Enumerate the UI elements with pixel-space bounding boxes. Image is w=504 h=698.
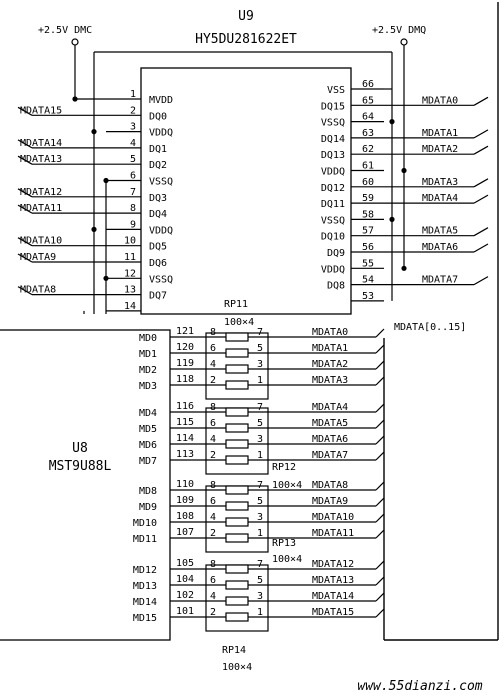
rp-pin-number: 8	[210, 327, 217, 338]
net-label: MDATA14	[20, 137, 63, 149]
u8-signal-label: MD11	[132, 534, 157, 545]
u9-pin-name: DQ11	[320, 199, 345, 211]
junction-dot	[91, 227, 96, 232]
u8-pin-number: 119	[176, 358, 195, 369]
bus-entry	[376, 361, 384, 369]
u8-signal-label: MD1	[138, 349, 157, 360]
rp-pin-number: 7	[257, 559, 264, 570]
u9-pin-name: DQ14	[320, 133, 345, 145]
watermark: www.55dianzi.com	[357, 679, 483, 694]
u8-body	[0, 330, 170, 640]
net-label: MDATA5	[422, 225, 459, 237]
u9-pin-number: 13	[123, 284, 136, 296]
junction-dot	[103, 276, 108, 281]
resistor-pack-value: 100×4	[272, 554, 303, 565]
net-slant	[474, 130, 488, 138]
u8-signal-label: MD12	[132, 565, 157, 576]
u9-pin-name: VDDQ	[320, 166, 345, 178]
u8-pin-number: 105	[176, 558, 195, 569]
rp-pin-number: 5	[257, 575, 264, 586]
bus-entry	[376, 530, 384, 538]
resistor	[226, 518, 248, 526]
net-slant	[474, 228, 488, 236]
bus-entry	[376, 452, 384, 460]
u9-pin-name: VDDQ	[149, 127, 174, 139]
u9-pin-number: 54	[362, 274, 375, 286]
u8-signal-label: MD0	[138, 333, 157, 344]
rp-pin-number: 4	[210, 434, 217, 445]
mdata-net-label: MDATA3	[312, 375, 349, 386]
u9-pin-number: 4	[129, 137, 136, 149]
rp-pin-number: 8	[210, 402, 217, 413]
u8-pin-number: 118	[176, 374, 195, 385]
u8-pin-number: 102	[176, 590, 195, 601]
bus-entry	[376, 577, 384, 585]
u8-part: MST9U88L	[48, 459, 112, 474]
u9-pin-name: DQ3	[149, 192, 168, 204]
rp-pin-number: 7	[257, 480, 264, 491]
junction-dot	[389, 119, 394, 124]
rp-pin-number: 6	[210, 343, 217, 354]
u9-pin-number: 55	[362, 258, 375, 270]
u9-pin-number: 53	[362, 290, 375, 302]
net-label: MDATA0	[422, 95, 459, 107]
mdata-net-label: MDATA9	[312, 496, 349, 507]
resistor	[226, 597, 248, 605]
supply-terminal	[72, 39, 78, 45]
bus-entry	[376, 345, 384, 353]
u9-pin-number: 56	[362, 242, 375, 253]
u8-signal-label: MD7	[138, 456, 157, 467]
u9-pin-number: 1	[129, 89, 136, 100]
u9-pin-number: 2	[129, 105, 136, 117]
bus-entry	[376, 609, 384, 617]
supply-right-label: +2.5V DMQ	[372, 25, 427, 36]
resistor	[226, 365, 248, 373]
mdata-net-label: MDATA15	[312, 607, 355, 618]
u8-pin-number: 107	[176, 527, 195, 538]
mdata-net-label: MDATA7	[312, 450, 349, 461]
u8-signal-label: MD6	[138, 440, 157, 451]
rp-pin-number: 3	[257, 512, 264, 523]
rp-pin-number: 5	[257, 496, 264, 507]
resistor-pack-value: 100×4	[224, 317, 255, 328]
u9-part: HY5DU281622ET	[195, 32, 297, 47]
u8-pin-number: 116	[176, 401, 195, 412]
mdata-net-label: MDATA14	[312, 591, 355, 602]
u8-pin-number: 121	[176, 326, 195, 337]
rp-pin-number: 3	[257, 591, 264, 602]
u8-signal-label: MD10	[132, 518, 157, 529]
u9-pin-name: DQ13	[320, 150, 345, 162]
resistor	[226, 408, 248, 416]
junction-dot	[103, 178, 108, 183]
resistor-pack-ref: RP12	[272, 462, 297, 473]
u8-signal-label: MD2	[138, 365, 157, 376]
junction-dot	[389, 217, 394, 222]
rp-pin-number: 2	[210, 528, 217, 539]
u9-pin-name: DQ12	[320, 182, 345, 194]
net-label: MDATA7	[422, 274, 459, 286]
resistor-pack-value: 100×4	[222, 662, 253, 673]
u8-pin-number: 114	[176, 433, 195, 444]
mdata-net-label: MDATA4	[312, 402, 349, 413]
u8-signal-label: MD13	[132, 581, 157, 592]
net-label: MDATA8	[20, 284, 57, 296]
rp-pin-number: 6	[210, 496, 217, 507]
u9-pin-name: VSSQ	[320, 117, 345, 129]
rp-pin-number: 7	[257, 402, 264, 413]
mdata-net-label: MDATA11	[312, 528, 355, 539]
u9-pin-number: 6	[129, 170, 136, 182]
u9-pin-name: DQ4	[149, 209, 168, 221]
u8-pin-number: 104	[176, 574, 195, 585]
rp-pin-number: 2	[210, 607, 217, 618]
u9-pin-number: 60	[362, 176, 375, 188]
resistor	[226, 456, 248, 464]
u8-signal-label: MD4	[138, 408, 157, 419]
bus-entry	[376, 561, 384, 569]
junction-dot	[401, 168, 406, 173]
u9-pin-number: 64	[362, 111, 375, 123]
u8-signal-label: MD15	[132, 613, 157, 624]
junction-dot	[72, 96, 77, 101]
u9-pin-name: MVDD	[149, 95, 174, 106]
net-label: MDATA10	[20, 235, 63, 247]
rp-pin-number: 4	[210, 359, 217, 370]
u9-pin-name: VSS	[326, 85, 345, 96]
rp-pin-number: 8	[210, 480, 217, 491]
u9-pin-name: VSSQ	[320, 215, 345, 227]
u8-signal-label: MD5	[138, 424, 157, 435]
u9-pin-number: 14	[123, 300, 136, 312]
rp-pin-number: 3	[257, 434, 264, 445]
net-slant	[474, 244, 488, 252]
u8-signal-label: MD9	[138, 502, 157, 513]
u9-pin-number: 8	[129, 203, 136, 215]
rp-pin-number: 6	[210, 575, 217, 586]
u9-pin-number: 57	[362, 225, 375, 237]
net-label: MDATA15	[20, 105, 63, 117]
mdata-net-label: MDATA8	[312, 480, 349, 491]
resistor	[226, 424, 248, 432]
mdata-net-label: MDATA12	[312, 559, 355, 570]
u9-pin-name: VDDQ	[320, 264, 345, 276]
u9-ref: U9	[238, 9, 254, 24]
resistor	[226, 381, 248, 389]
net-label: MDATA13	[20, 154, 63, 166]
net-slant	[474, 179, 488, 187]
resistor-pack-ref: RP14	[222, 645, 247, 656]
net-label: MDATA9	[20, 252, 57, 263]
resistor	[226, 613, 248, 621]
u8-pin-number: 108	[176, 511, 195, 522]
u9-pin-number: 7	[129, 186, 136, 198]
supply-terminal	[401, 39, 407, 45]
u9-pin-number: 9	[129, 219, 136, 231]
rp-pin-number: 2	[210, 450, 217, 461]
rp-pin-number: 6	[210, 418, 217, 429]
net-slant	[474, 146, 488, 154]
mdata-net-label: MDATA13	[312, 575, 355, 586]
net-label: MDATA12	[20, 186, 63, 198]
resistor-pack-value: 100×4	[272, 480, 303, 491]
u8-ref: U8	[72, 441, 88, 456]
resistor	[226, 534, 248, 542]
mdata-net-label: MDATA6	[312, 434, 349, 445]
u9-pin-number: 12	[123, 268, 136, 280]
bus-entry	[376, 420, 384, 428]
bus-entry	[376, 593, 384, 601]
mdata-net-label: MDATA1	[312, 343, 349, 354]
u9-pin-name: DQ10	[320, 231, 345, 243]
bus-entry	[376, 377, 384, 385]
bus-entry	[376, 436, 384, 444]
supply-left-label: +2.5V DMC	[38, 25, 93, 36]
u9-pin-number: 66	[362, 79, 375, 90]
u8-pin-number: 113	[176, 449, 195, 460]
rp-pin-number: 4	[210, 512, 217, 523]
resistor	[226, 333, 248, 341]
mdata-net-label: MDATA0	[312, 327, 349, 338]
bus-label: MDATA[0..15]	[394, 322, 467, 333]
net-label: MDATA2	[422, 144, 459, 156]
u9-pin-name: VSSQ	[149, 176, 174, 188]
rp-pin-number: 5	[257, 343, 264, 354]
bus-entry	[376, 329, 384, 337]
net-label: MDATA1	[422, 127, 459, 139]
u8-pin-number: 115	[176, 417, 195, 428]
junction-dot	[401, 266, 406, 271]
bus-entry	[376, 498, 384, 506]
u9-pin-name: DQ8	[326, 280, 345, 292]
rp-pin-number: 5	[257, 418, 264, 429]
net-slant	[474, 97, 488, 105]
rp-pin-number: 1	[257, 528, 264, 539]
resistor	[226, 502, 248, 510]
rp-pin-number: 2	[210, 375, 217, 386]
bus-entry	[376, 404, 384, 412]
resistor	[226, 440, 248, 448]
net-label: MDATA4	[422, 193, 459, 205]
u9-pin-name: DQ0	[149, 111, 168, 123]
u8-pin-number: 109	[176, 495, 195, 506]
u9-pin-name: DQ1	[149, 143, 168, 155]
u9-pin-name: VDDQ	[149, 225, 174, 237]
net-slant	[474, 277, 488, 285]
resistor	[226, 581, 248, 589]
mdata-net-label: MDATA2	[312, 359, 349, 370]
u9-pin-name: DQ15	[320, 101, 345, 113]
mdata-net-label: MDATA10	[312, 512, 355, 523]
resistor	[226, 565, 248, 573]
u9-pin-number: 11	[123, 252, 136, 263]
resistor	[226, 486, 248, 494]
u8-signal-label: MD8	[138, 486, 157, 497]
u9-pin-name: DQ7	[149, 290, 168, 302]
rp-pin-number: 8	[210, 559, 217, 570]
rp-pin-number: 1	[257, 375, 264, 386]
u8-pin-number: 120	[176, 342, 195, 353]
mdata-net-label: MDATA5	[312, 418, 349, 429]
u9-pin-number: 62	[362, 144, 375, 156]
bus-entry	[376, 514, 384, 522]
net-slant	[474, 195, 488, 203]
u9-pin-number: 58	[362, 209, 375, 221]
u9-pin-number: 63	[362, 127, 375, 139]
u9-pin-number: 65	[362, 95, 375, 107]
bus-entry	[376, 482, 384, 490]
u9-pin-number: 3	[129, 121, 136, 133]
net-label: MDATA6	[422, 242, 459, 253]
u8-pin-number: 101	[176, 606, 195, 617]
u9-pin-number: 5	[129, 154, 136, 166]
u9-pin-name: DQ2	[149, 160, 168, 172]
u8-signal-label: MD3	[138, 381, 157, 392]
rp-pin-number: 7	[257, 327, 264, 338]
rp-pin-number: 1	[257, 450, 264, 461]
resistor-pack-ref: RP13	[272, 538, 297, 549]
u9-pin-name: DQ6	[149, 258, 168, 269]
u9-pin-name: DQ5	[149, 241, 168, 253]
rp-pin-number: 3	[257, 359, 264, 370]
rp-pin-number: 1	[257, 607, 264, 618]
u8-pin-number: 110	[176, 479, 195, 490]
u9-pin-number: 61	[362, 160, 375, 172]
net-label: MDATA3	[422, 176, 459, 188]
resistor	[226, 349, 248, 357]
u8-signal-label: MD14	[132, 597, 157, 608]
u9-pin-name: DQ9	[326, 248, 345, 259]
u9-pin-name: VSSQ	[149, 274, 174, 286]
net-label: MDATA11	[20, 203, 63, 215]
rp-pin-number: 4	[210, 591, 217, 602]
resistor-pack-ref: RP11	[224, 299, 249, 310]
u9-pin-number: 59	[362, 193, 375, 205]
u9-pin-number: 10	[123, 235, 136, 247]
